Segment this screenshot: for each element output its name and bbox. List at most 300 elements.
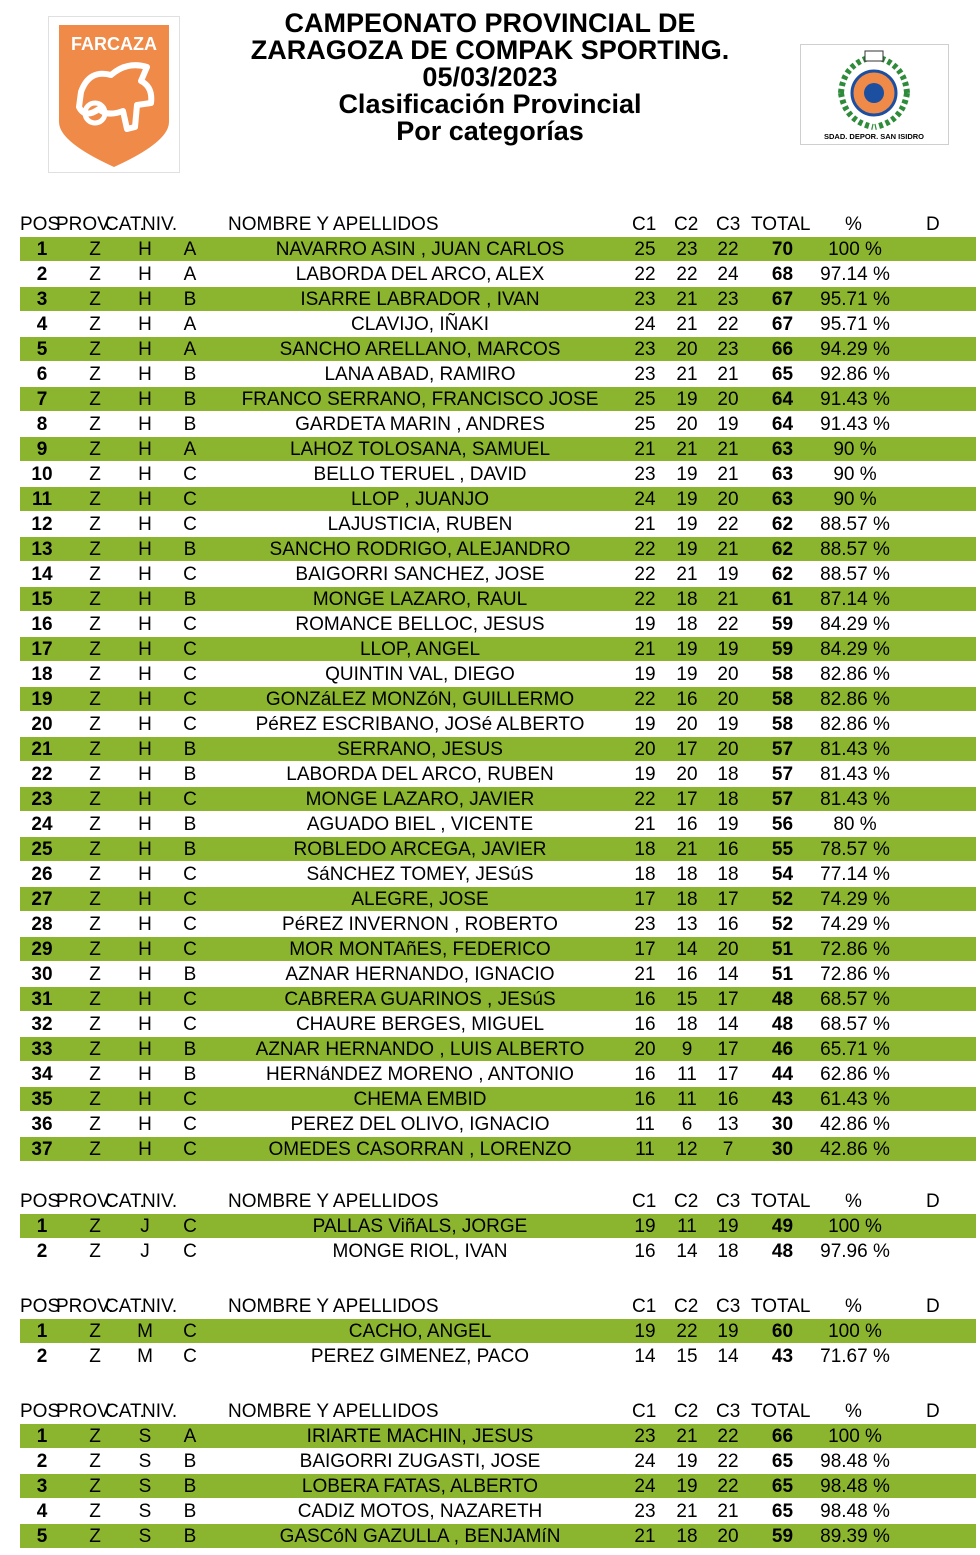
cell-name: BAIGORRI ZUGASTI, JOSE <box>299 1451 541 1472</box>
cell-c3: 19 <box>717 564 739 585</box>
cell-name: CACHO, ANGEL <box>348 1321 492 1342</box>
cell-total: 65 <box>771 364 794 385</box>
cell-niv: C <box>183 664 197 685</box>
cell-pct: 97.14 % <box>820 264 890 285</box>
header-niv: NIV. <box>142 1191 178 1212</box>
table-header-row <box>20 212 976 237</box>
cell-pct: 82.86 % <box>820 664 890 685</box>
header-c3: C3 <box>716 1296 741 1317</box>
cell-c2: 20 <box>676 714 698 735</box>
cell-cat: H <box>138 539 152 560</box>
cell-pos: 1 <box>36 1321 48 1342</box>
cell-prov: Z <box>89 1114 101 1135</box>
cell-c1: 24 <box>634 1476 656 1497</box>
cell-c2: 21 <box>676 314 698 335</box>
cell-pct: 42.86 % <box>820 1139 890 1160</box>
cell-c2: 11 <box>677 1089 697 1110</box>
cell-pct: 68.57 % <box>820 989 890 1010</box>
table-row <box>20 587 976 612</box>
header-name: NOMBRE Y APELLIDOS <box>228 214 439 235</box>
cell-cat: H <box>138 239 152 260</box>
cell-c1: 19 <box>634 1321 656 1342</box>
club-logo-text: SDAD. DEPOR. SAN ISIDRO <box>823 132 925 141</box>
cell-cat: H <box>138 864 152 885</box>
cell-pct: 94.29 % <box>820 339 890 360</box>
cell-c2: 21 <box>676 1501 698 1522</box>
cell-name: CHAURE BERGES, MIGUEL <box>295 1014 545 1035</box>
cell-total: 67 <box>771 314 794 335</box>
cell-c2: 18 <box>676 1526 698 1547</box>
header-prov: PROV. <box>56 1401 114 1422</box>
cell-name: CHEMA EMBID <box>353 1089 487 1110</box>
cell-niv: B <box>183 289 197 310</box>
cell-niv: B <box>183 964 197 985</box>
cell-total: 64 <box>771 389 794 410</box>
cell-prov: Z <box>89 939 101 960</box>
cell-pct: 82.86 % <box>820 689 890 710</box>
cell-cat: H <box>138 639 152 660</box>
cell-niv: B <box>183 814 197 835</box>
cell-niv: B <box>183 839 197 860</box>
cell-c1: 16 <box>634 989 656 1010</box>
cell-c3: 22 <box>717 1476 739 1497</box>
header-c3: C3 <box>716 1401 741 1422</box>
cell-c1: 11 <box>635 1139 655 1160</box>
table-row <box>20 737 976 762</box>
cell-cat: H <box>138 364 152 385</box>
cell-cat: H <box>138 964 152 985</box>
cell-cat: H <box>138 814 152 835</box>
cell-cat: H <box>138 314 152 335</box>
cell-prov: Z <box>89 464 101 485</box>
cell-c3: 14 <box>717 964 739 985</box>
cell-total: 55 <box>771 839 794 860</box>
cell-cat: H <box>138 289 152 310</box>
cell-cat: H <box>138 939 152 960</box>
cell-pct: 82.86 % <box>820 714 890 735</box>
title-line-4: Clasificación Provincial <box>338 89 642 119</box>
cell-niv: B <box>183 1064 197 1085</box>
cell-pos: 11 <box>31 489 53 510</box>
cell-c1: 17 <box>634 889 656 910</box>
cell-cat: H <box>138 839 152 860</box>
cell-c1: 23 <box>634 289 656 310</box>
header-c3: C3 <box>716 1191 741 1212</box>
cell-name: SáNCHEZ TOMEY, JESúS <box>306 864 534 885</box>
cell-cat: H <box>138 889 152 910</box>
page-title <box>190 10 790 145</box>
cell-c1: 19 <box>634 764 656 785</box>
table-row <box>20 1319 976 1344</box>
cell-total: 60 <box>771 1321 794 1342</box>
cell-c3: 22 <box>717 1451 739 1472</box>
cell-pct: 72.86 % <box>820 964 890 985</box>
header-name: NOMBRE Y APELLIDOS <box>228 1296 439 1317</box>
cell-c1: 14 <box>634 1346 656 1367</box>
cell-pos: 34 <box>31 1064 53 1085</box>
header-c2: C2 <box>674 214 699 235</box>
cell-c1: 22 <box>634 689 656 710</box>
cell-cat: M <box>137 1346 153 1367</box>
table-row <box>20 912 976 937</box>
cell-c3: 18 <box>717 789 739 810</box>
cell-total: 59 <box>771 614 794 635</box>
cell-name: LLOP, ANGEL <box>359 639 481 660</box>
cell-c1: 24 <box>634 1451 656 1472</box>
cell-name: NAVARRO ASIN , JUAN CARLOS <box>275 239 565 260</box>
cell-prov: Z <box>89 1426 101 1447</box>
cell-c3: 17 <box>717 1039 739 1060</box>
cell-prov: Z <box>89 889 101 910</box>
cell-c3: 21 <box>717 464 739 485</box>
header-d: D <box>926 214 940 235</box>
farcaza-shield-icon <box>49 17 179 172</box>
cell-total: 63 <box>771 464 794 485</box>
cell-c1: 21 <box>634 964 656 985</box>
cell-name: MONGE LAZARO, RAUL <box>312 589 528 610</box>
cell-c3: 18 <box>717 864 739 885</box>
table-row <box>20 1239 976 1264</box>
cell-cat: S <box>138 1526 152 1547</box>
cell-pct: 81.43 % <box>820 764 890 785</box>
cell-c3: 21 <box>717 539 739 560</box>
cell-c2: 6 <box>681 1114 693 1135</box>
cell-cat: S <box>138 1476 152 1497</box>
cell-c1: 16 <box>634 1064 656 1085</box>
cell-cat: S <box>138 1501 152 1522</box>
cell-c2: 16 <box>676 814 698 835</box>
cell-c3: 16 <box>717 914 739 935</box>
cell-name: SERRANO, JESUS <box>337 739 503 760</box>
title-line-3: 05/03/2023 <box>422 62 558 92</box>
cell-c2: 18 <box>676 864 698 885</box>
cell-prov: Z <box>89 1089 101 1110</box>
cell-pos: 2 <box>36 1451 48 1472</box>
cell-total: 65 <box>771 1451 794 1472</box>
table-row <box>20 612 976 637</box>
cell-total: 56 <box>771 814 794 835</box>
cell-niv: C <box>183 1014 197 1035</box>
ranking-table-h <box>20 212 976 1162</box>
cell-niv: B <box>183 1526 197 1547</box>
cell-cat: M <box>137 1321 153 1342</box>
cell-c2: 18 <box>676 589 698 610</box>
cell-name: AGUADO BIEL , VICENTE <box>306 814 534 835</box>
cell-niv: B <box>183 1501 197 1522</box>
cell-prov: Z <box>89 764 101 785</box>
cell-c1: 25 <box>634 239 656 260</box>
cell-cat: H <box>138 1089 152 1110</box>
cell-prov: Z <box>89 1321 101 1342</box>
cell-c2: 21 <box>676 564 698 585</box>
cell-name: ALEGRE, JOSE <box>351 889 489 910</box>
cell-c2: 18 <box>676 1014 698 1035</box>
cell-niv: C <box>183 464 197 485</box>
cell-name: AZNAR HERNANDO , LUIS ALBERTO <box>255 1039 585 1060</box>
cell-prov: Z <box>89 314 101 335</box>
cell-name: ROBLEDO ARCEGA, JAVIER <box>293 839 547 860</box>
cell-prov: Z <box>89 1064 101 1085</box>
cell-c3: 24 <box>717 264 739 285</box>
cell-pct: 74.29 % <box>820 889 890 910</box>
cell-prov: Z <box>89 364 101 385</box>
cell-prov: Z <box>89 339 101 360</box>
cell-pos: 23 <box>31 789 53 810</box>
cell-cat: H <box>138 489 152 510</box>
cell-niv: A <box>183 339 197 360</box>
cell-total: 66 <box>771 339 794 360</box>
cell-c2: 21 <box>676 439 698 460</box>
cell-cat: H <box>138 1039 152 1060</box>
cell-total: 49 <box>771 1216 794 1237</box>
cell-pos: 22 <box>31 764 53 785</box>
cell-pct: 62.86 % <box>820 1064 890 1085</box>
cell-prov: Z <box>89 389 101 410</box>
cell-pct: 91.43 % <box>820 414 890 435</box>
title-line-2: ZARAGOZA DE COMPAK SPORTING. <box>250 35 730 65</box>
cell-name: ISARRE LABRADOR , IVAN <box>300 289 540 310</box>
table-row <box>20 1012 976 1037</box>
cell-name: LABORDA DEL ARCO, RUBEN <box>286 764 554 785</box>
cell-pos: 3 <box>36 289 48 310</box>
cell-c1: 22 <box>634 264 656 285</box>
cell-c1: 23 <box>634 464 656 485</box>
table-row <box>20 1474 976 1499</box>
cell-prov: Z <box>89 514 101 535</box>
cell-niv: B <box>183 389 197 410</box>
cell-c1: 21 <box>634 639 656 660</box>
cell-name: LLOP , JUANJO <box>351 489 489 510</box>
table-row <box>20 562 976 587</box>
cell-c3: 20 <box>717 664 739 685</box>
cell-name: SANCHO ARELLANO, MARCOS <box>279 339 561 360</box>
cell-name: PEREZ GIMENEZ, PACO <box>310 1346 530 1367</box>
cell-c3: 19 <box>717 814 739 835</box>
cell-total: 57 <box>771 789 794 810</box>
cell-prov: Z <box>89 639 101 660</box>
table-row <box>20 312 976 337</box>
table-row <box>20 337 976 362</box>
table-row <box>20 412 976 437</box>
cell-c2: 15 <box>676 1346 698 1367</box>
cell-prov: Z <box>89 1241 101 1262</box>
cell-niv: B <box>183 1451 197 1472</box>
cell-c1: 17 <box>634 939 656 960</box>
table-row <box>20 1424 976 1449</box>
cell-c1: 25 <box>634 414 656 435</box>
cell-c3: 18 <box>717 1241 739 1262</box>
cell-c2: 19 <box>676 664 698 685</box>
header-niv: NIV. <box>142 214 178 235</box>
cell-prov: Z <box>89 1451 101 1472</box>
cell-niv: C <box>183 1216 197 1237</box>
cell-pos: 2 <box>36 1346 48 1367</box>
cell-prov: Z <box>89 964 101 985</box>
cell-c3: 16 <box>717 839 739 860</box>
cell-pos: 4 <box>36 314 48 335</box>
cell-niv: A <box>183 239 197 260</box>
cell-pos: 1 <box>36 1426 48 1447</box>
cell-c3: 17 <box>717 889 739 910</box>
cell-pct: 80 % <box>833 814 877 835</box>
cell-c1: 22 <box>634 789 656 810</box>
cell-c1: 19 <box>634 714 656 735</box>
cell-c2: 19 <box>676 1476 698 1497</box>
cell-c2: 22 <box>676 264 698 285</box>
cell-c3: 20 <box>717 939 739 960</box>
cell-cat: J <box>140 1241 150 1262</box>
cell-pct: 81.43 % <box>820 789 890 810</box>
cell-prov: Z <box>89 539 101 560</box>
cell-prov: Z <box>89 1216 101 1237</box>
cell-total: 48 <box>771 1014 794 1035</box>
farcaza-logo-text: FARCAZA <box>71 34 157 54</box>
cell-pct: 84.29 % <box>820 614 890 635</box>
table-row <box>20 1524 976 1549</box>
cell-pos: 33 <box>31 1039 53 1060</box>
cell-cat: H <box>138 989 152 1010</box>
table-row <box>20 237 976 262</box>
cell-c2: 23 <box>676 239 698 260</box>
cell-c1: 21 <box>634 439 656 460</box>
header-prov: PROV. <box>56 214 114 235</box>
cell-name: LAJUSTICIA, RUBEN <box>327 514 513 535</box>
cell-niv: C <box>183 714 197 735</box>
cell-name: SANCHO RODRIGO, ALEJANDRO <box>269 539 571 560</box>
table-row <box>20 712 976 737</box>
header-total: TOTAL <box>751 214 811 235</box>
cell-c3: 19 <box>717 639 739 660</box>
cell-total: 68 <box>771 264 794 285</box>
cell-name: LAHOZ TOLOSANA, SAMUEL <box>289 439 551 460</box>
cell-c2: 14 <box>676 1241 698 1262</box>
cell-niv: B <box>183 414 197 435</box>
cell-c1: 16 <box>634 1089 656 1110</box>
cell-total: 66 <box>771 1426 794 1447</box>
cell-prov: Z <box>89 589 101 610</box>
cell-prov: Z <box>89 714 101 735</box>
header-c1: C1 <box>632 1296 657 1317</box>
cell-prov: Z <box>89 264 101 285</box>
cell-total: 57 <box>771 764 794 785</box>
header-c1: C1 <box>632 1401 657 1422</box>
header-pct: % <box>845 1296 862 1317</box>
cell-name: GONZáLEZ MONZóN, GUILLERMO <box>265 689 575 710</box>
cell-total: 70 <box>771 239 794 260</box>
table-row <box>20 987 976 1012</box>
cell-name: AZNAR HERNANDO, IGNACIO <box>285 964 555 985</box>
cell-niv: C <box>183 939 197 960</box>
cell-pos: 8 <box>36 414 48 435</box>
cell-c3: 18 <box>717 764 739 785</box>
cell-niv: B <box>183 764 197 785</box>
cell-pos: 32 <box>31 1014 53 1035</box>
cell-c3: 20 <box>717 1526 739 1547</box>
cell-pct: 78.57 % <box>820 839 890 860</box>
cell-c1: 23 <box>634 364 656 385</box>
cell-pct: 74.29 % <box>820 914 890 935</box>
cell-c1: 18 <box>634 839 656 860</box>
cell-c2: 19 <box>676 639 698 660</box>
cell-c2: 22 <box>676 1321 698 1342</box>
cell-c2: 12 <box>676 1139 698 1160</box>
cell-c2: 16 <box>676 689 698 710</box>
cell-prov: Z <box>89 864 101 885</box>
cell-pct: 92.86 % <box>820 364 890 385</box>
cell-pos: 20 <box>31 714 53 735</box>
cell-pct: 100 % <box>828 1321 882 1342</box>
cell-pct: 95.71 % <box>820 289 890 310</box>
table-row <box>20 1037 976 1062</box>
table-row <box>20 1137 976 1162</box>
header-c1: C1 <box>632 214 657 235</box>
cell-pos: 3 <box>36 1476 48 1497</box>
cell-total: 54 <box>771 864 794 885</box>
cell-pos: 18 <box>31 664 53 685</box>
cell-name: OMEDES CASORRAN , LORENZO <box>268 1139 572 1160</box>
table-row <box>20 487 976 512</box>
cell-cat: H <box>138 339 152 360</box>
cell-c1: 22 <box>634 589 656 610</box>
cell-pos: 1 <box>36 239 48 260</box>
cell-prov: Z <box>89 1346 101 1367</box>
header-d: D <box>926 1401 940 1422</box>
table-row <box>20 762 976 787</box>
cell-c2: 15 <box>676 989 698 1010</box>
cell-prov: Z <box>89 839 101 860</box>
cell-prov: Z <box>89 689 101 710</box>
cell-cat: H <box>138 1014 152 1035</box>
cell-cat: H <box>138 414 152 435</box>
cell-c2: 17 <box>676 789 698 810</box>
cell-c3: 22 <box>717 514 739 535</box>
header-niv: NIV. <box>142 1401 178 1422</box>
cell-niv: C <box>183 864 197 885</box>
table-header-row <box>20 1189 976 1214</box>
cell-prov: Z <box>89 239 101 260</box>
cell-name: IRIARTE MACHIN, JESUS <box>306 1426 534 1447</box>
cell-pos: 9 <box>36 439 48 460</box>
cell-niv: B <box>183 1039 197 1060</box>
cell-c2: 19 <box>676 389 698 410</box>
cell-c3: 20 <box>717 389 739 410</box>
cell-c3: 20 <box>717 689 739 710</box>
cell-cat: S <box>138 1426 152 1447</box>
table-row <box>20 812 976 837</box>
cell-prov: Z <box>89 914 101 935</box>
cell-name: PéREZ INVERNON , ROBERTO <box>282 914 558 935</box>
header-d: D <box>926 1296 940 1317</box>
cell-cat: S <box>138 1451 152 1472</box>
cell-prov: Z <box>89 664 101 685</box>
cell-c3: 14 <box>717 1014 739 1035</box>
header-cat: CAT. <box>105 1191 145 1212</box>
cell-c2: 11 <box>677 1064 697 1085</box>
cell-pos: 37 <box>31 1139 53 1160</box>
cell-c1: 19 <box>634 664 656 685</box>
cell-c1: 23 <box>634 1426 656 1447</box>
cell-c3: 16 <box>717 1089 739 1110</box>
cell-c1: 11 <box>635 1114 655 1135</box>
cell-cat: H <box>138 389 152 410</box>
cell-cat: H <box>138 1114 152 1135</box>
cell-pct: 98.48 % <box>820 1501 890 1522</box>
cell-prov: Z <box>89 789 101 810</box>
cell-pct: 98.48 % <box>820 1476 890 1497</box>
cell-pos: 6 <box>36 364 48 385</box>
cell-cat: H <box>138 264 152 285</box>
title-line-5: Por categorías <box>396 116 584 146</box>
